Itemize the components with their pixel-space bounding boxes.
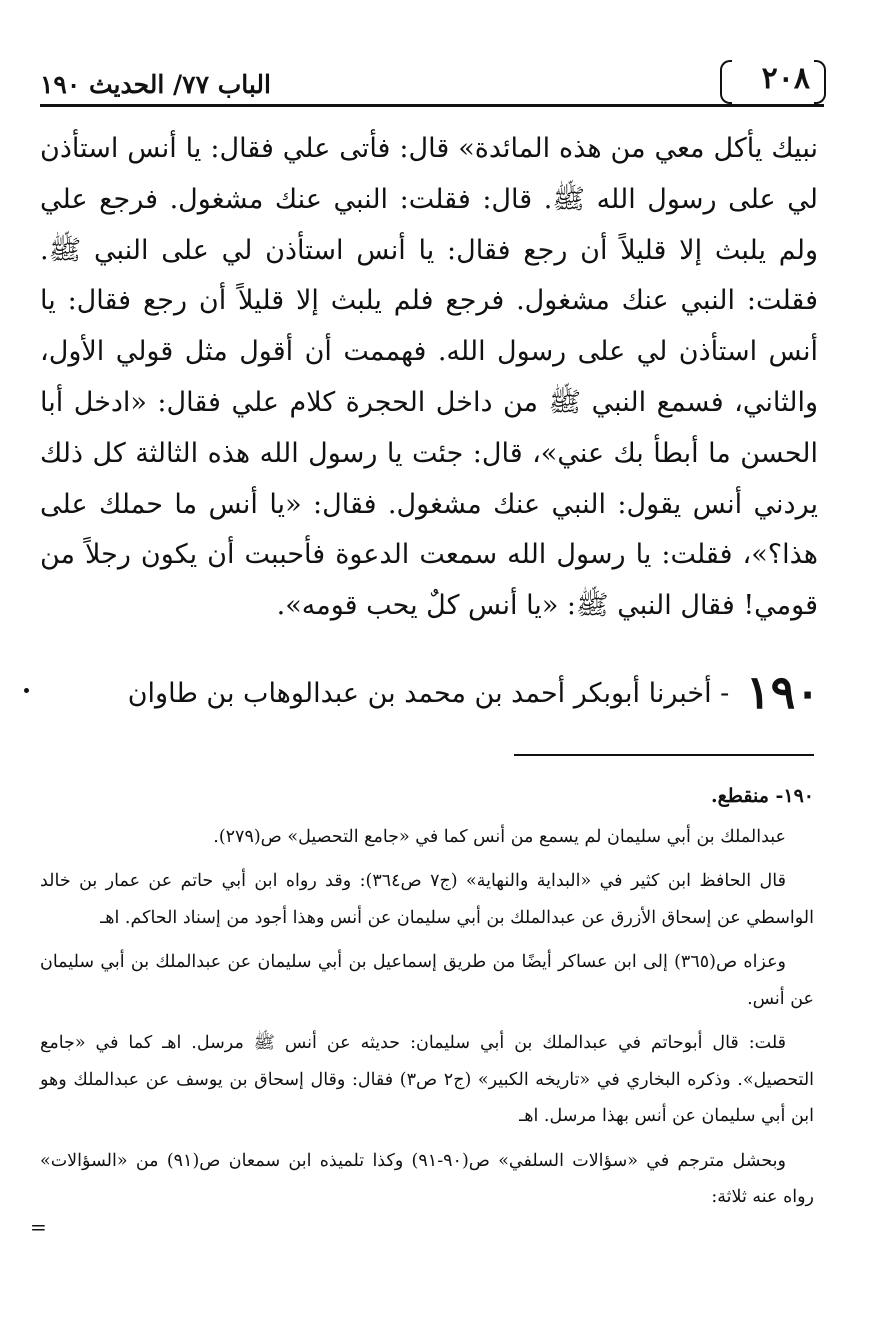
footnotes: [40, 778, 814, 1216]
footnote-paragraph: وبحشل مترجم في «سؤالات السلفي» ص(٩٠-٩١) وكذا تلميذه ابن سمعان ص(٩١) من «السؤالات» رواه عنه ثلاثة:: [40, 1150, 814, 1207]
footnote-paragraph: قلت: قال أبوحاتم في عبدالملك بن أبي سليمان: حديثه عن أنس ﷺ مرسل. اهـ كما في «جامع التحصيل». وذكره البخاري في «تاريخه الكبير» (ج٢ ص٣) فقال: وقال إسحاق بن يوسف عن عبدالملك وهو ابن أبي سليمان عن أنس بهذا مرسل. اهـ: [40, 1033, 815, 1126]
hadith-190-line: [24, 666, 820, 720]
footnote-separator: [514, 754, 814, 756]
hadith-body: [40, 124, 818, 632]
footnote-paragraph: قال الحافظ ابن كثير في «البداية والنهاية» (ج٧ ص٣٦٤): وقد رواه ابن أبي حاتم عن عمار بن خالد الواسطي عن إسحاق الأزرق عن عبدالملك بن أبي سليمان عن أنس وهذا أجود من إسناد الحاكم. اهـ: [40, 871, 814, 928]
footnote-paragraph: عبدالملك بن أبي سليمان لم يسمع من أنس كما في «جامع التحصيل» ص(٢٧٩).: [213, 826, 786, 847]
line-dot: [24, 688, 29, 693]
margin-mark: =: [30, 1215, 47, 1239]
page-number: ٢٠٨: [761, 61, 810, 96]
page-number-bracket-left: [720, 60, 732, 104]
chapter-title: الباب ٧٧/ الحديث ١٩٠: [40, 70, 271, 99]
hadith-isnad: - أخبرنا أبوبكر أحمد بن محمد بن عبدالوهاب بن طاوان: [127, 678, 730, 709]
page-number-bracket-right: [814, 60, 826, 104]
hadith-body-paragraph: نبيك يأكل معي من هذه المائدة» قال: فأتى علي فقال: يا أنس استأذن لي على رسول الله ﷺ. قال: فقلت: النبي عنك مشغول. فرجع علي ولم يلبث إلا قليلاً أن رجع فقال: يا أنس استأذن لي على النبي ﷺ. فقلت: النبي عنك مشغول. فرجع فلم يلبث إلا قليلاً أن رجع فقال: يا أنس استأذن لي على رسول الله. فهممت أن أقول مثل قولي الأول، والثاني، فسمع النبي ﷺ من داخل الحجرة كلام علي فقال: «ادخل أبا الحسن ما أبطأ بك عني»، قال: جئت يا رسول الله هذه الثالثة كل ذلك يردني أنس يقول: النبي عنك مشغول. فقال: «يا أنس ما حملك على هذا؟»، فقلت: يا رسول الله سمعت الدعوة فأحببت أن يكون رجلاً من قومي! فقال النبي ﷺ: «يا أنس كلٌ يحب قومه».: [40, 133, 818, 622]
footnote-heading: ١٩٠- منقطع.: [711, 785, 814, 807]
page-header: [40, 58, 824, 106]
header-rule: [40, 104, 824, 107]
hadith-number: ١٩٠: [745, 665, 820, 719]
footnote-paragraph: وعزاه ص(٣٦٥) إلى ابن عساكر أيضًا من طريق إسماعيل بن أبي سليمان عن عبدالملك بن أبي سليمان عن أنس.: [40, 952, 814, 1009]
